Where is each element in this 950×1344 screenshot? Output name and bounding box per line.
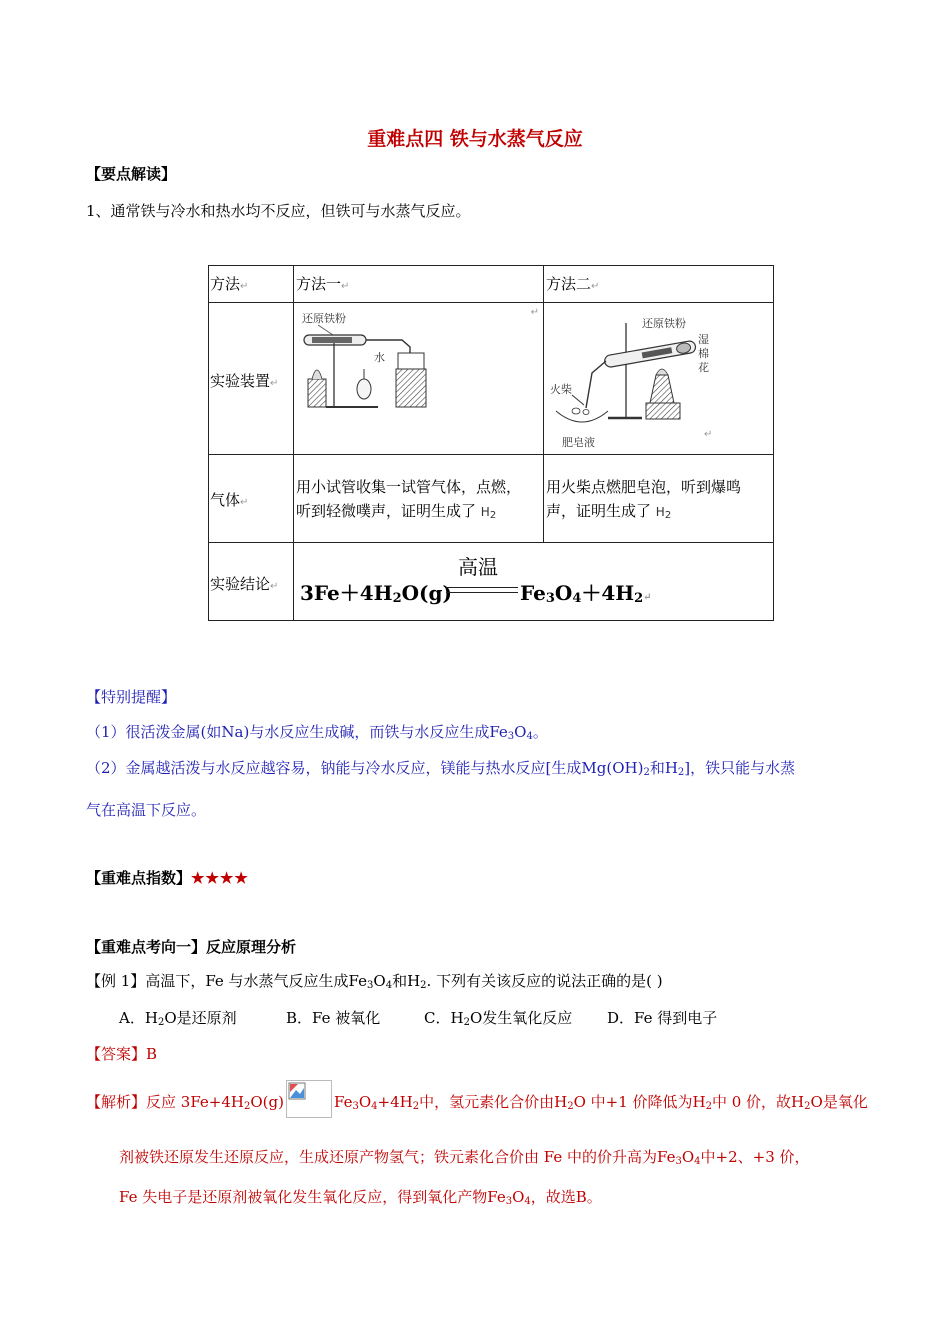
reminder-2-cont: 气在高温下反应。 [86, 801, 207, 819]
row-label-apparatus: 实验装置↵ [208, 303, 294, 455]
difficulty-index: 【重难点指数】★★★★ [86, 869, 249, 887]
reminder-1: （1）很活泼金属(如Na)与水反应生成碱，而铁与水反应生成$Fe_3O_4$。 [86, 723, 548, 742]
analysis-line-2: 剂被铁还原发生还原反应，生成还原产物氢气；铁元素化合价由 Fe 中的价升高为$Fe_3O_4$中+2、+3 价， [119, 1148, 810, 1167]
table-header-cell: 方法二↵ [544, 265, 774, 303]
figure-label-match: 火柴 [550, 383, 572, 396]
reminder-2: （2）金属越活泼与水反应越容易，钠能与冷水反应，镁能与热水反应[生成$Mg(OH)_2$和$H_2$]，铁只能与水蒸 [86, 759, 796, 778]
table-header-cell: 方法一↵ [294, 265, 544, 303]
row-label-gas: 气体↵ [208, 455, 294, 543]
direction-heading: 【重难点考向一】反应原理分析 [86, 938, 297, 956]
svg-text:棉: 棉 [698, 347, 709, 360]
analysis-line-3: Fe 失电子是还原剂被氧化发生氧化反应，得到氧化产物$Fe_3O_4$，故选B。 [119, 1188, 602, 1207]
gas-method2-cell: 用火柴点燃肥皂泡，听到爆鸣 声，证明生成了 $H_2$ [544, 455, 774, 543]
example-1-question: 【例 1】高温下，Fe 与水蒸气反应生成$Fe_3O_4$和$H_2$. 下列有关该反应的说法正确的是( ) [86, 972, 663, 991]
option-a: A．$H_2O$是还原剂 [119, 1009, 237, 1028]
equation-products: $Fe_3O_4+4H_2↵$ [520, 581, 652, 606]
figure-label-iron-powder-2: 还原铁粉 [642, 317, 686, 330]
option-b: B．Fe 被氧化 [286, 1009, 381, 1027]
figure-label-soap: 肥皂液 [562, 436, 595, 449]
apparatus-method1-illustration [298, 309, 448, 419]
equation-condition: 高温 [458, 555, 498, 579]
equation-reactants: $3Fe+4H_2O(g)$ [300, 581, 452, 606]
svg-text:湿: 湿 [698, 333, 709, 346]
table-header-cell: 方法↵ [208, 265, 294, 303]
figure-label-water: 水 [374, 351, 385, 364]
difficulty-stars: ★★★★ [191, 869, 249, 887]
reminder-heading: 【特别提醒】 [86, 688, 177, 706]
apparatus-method2-illustration [546, 313, 716, 453]
option-c: C．$H_2O$发生氧化反应 [424, 1009, 573, 1028]
page-title: 重难点四 铁与水蒸气反应 [367, 128, 583, 150]
analysis-line-1: 【解析】反应 $3Fe+4H_2O(g)$ $Fe_3O_4+4H_2$中，氢元素化合价由$H_2O$ 中+1 价降低为$H_2$中 0 价，故$H_2O$是氧化 [86, 1084, 868, 1122]
option-d: D．Fe 得到电子 [607, 1009, 718, 1027]
gas-method1-cell: 用小试管收集一试管气体，点燃， 听到轻微噗声，证明生成了 $H_2$ [294, 455, 544, 543]
answer: 【答案】B [86, 1045, 158, 1063]
broken-image-icon [286, 1080, 332, 1118]
key-points-heading: 【要点解读】 [86, 165, 177, 183]
comparison-table [208, 265, 774, 621]
apparatus-method2-cell: 还原铁粉 湿 棉 花 火柴 肥皂液 ↵ [544, 303, 774, 455]
conclusion-equation-cell [294, 543, 774, 621]
point-1: 1、通常铁与冷水和热水均不反应，但铁可与水蒸气反应。 [86, 202, 471, 220]
svg-text:花: 花 [698, 361, 709, 374]
apparatus-method1-cell: 还原铁粉 水 ↵ [294, 303, 544, 455]
figure-label-iron-powder: 还原铁粉 [302, 312, 346, 325]
equation-equals [446, 587, 518, 593]
row-label-conclusion: 实验结论↵ [208, 543, 294, 621]
